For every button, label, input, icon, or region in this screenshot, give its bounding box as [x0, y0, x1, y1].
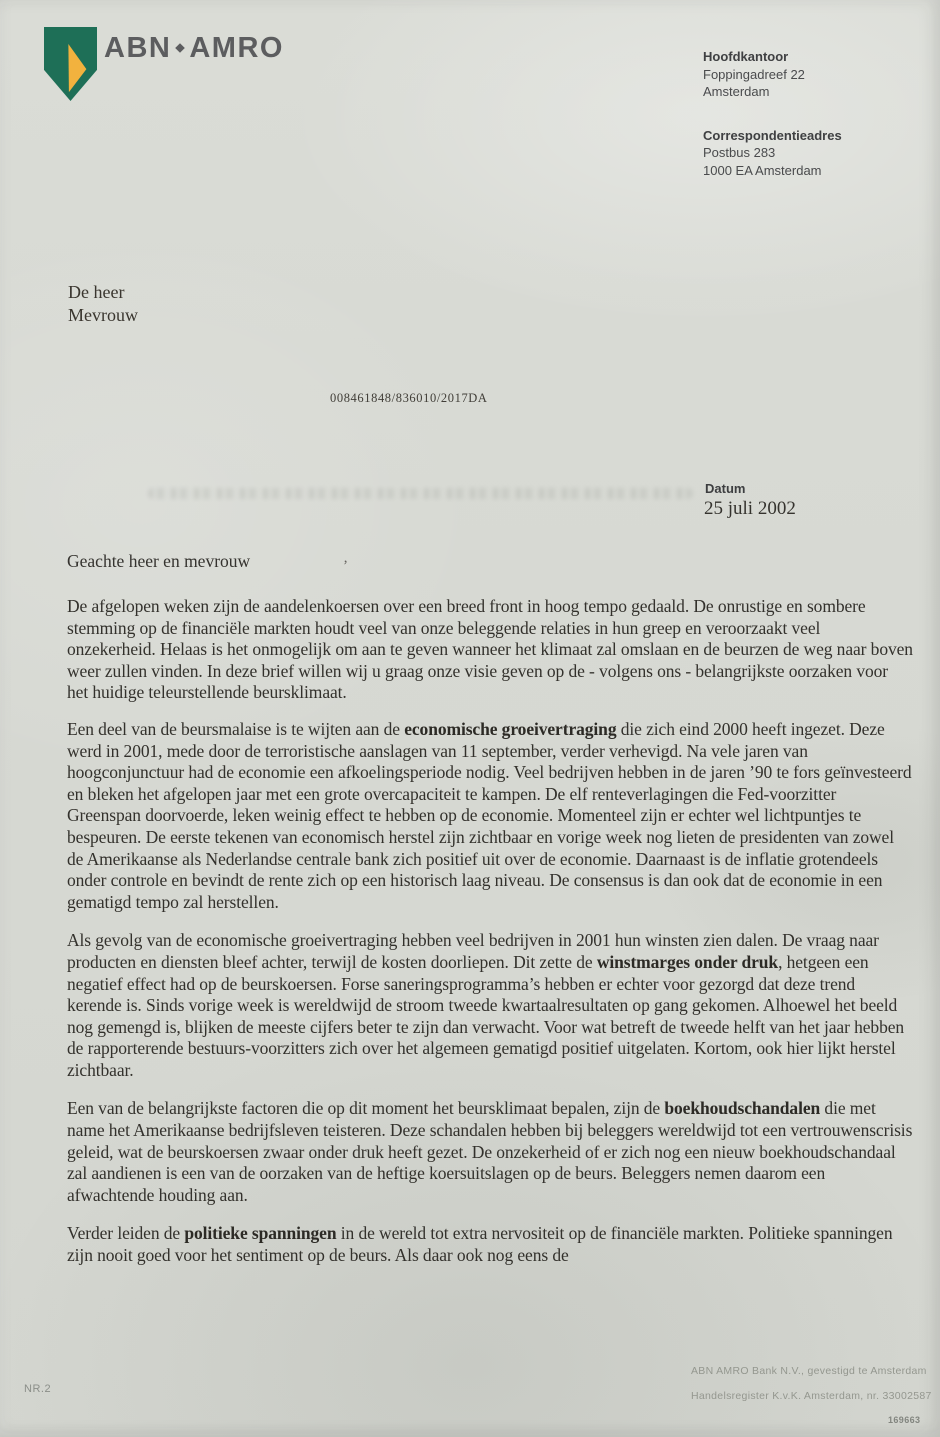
- paragraph-1-text: De afgelopen weken zijn de aandelenkoersen over een breed front in hoog tempo gedaald. De onrustige en sombere stemming op de financiële markten houdt veel van onze beleggende relaties in hun greep en veroorzaakt veel onzekerheid. Helaas is het onmogelijk om aan te geven wanneer het klimaat zal omslaan en de beurzen de weg naar boven weer zullen vinden. In deze brief willen wij u graag onze visie geven op de - volgens ons - belangrijkste oorzaken voor het huidige teleurstellende beursklimaat.: [67, 596, 913, 703]
- paragraph-4-post: die met name het Amerikaanse bedrijfsleven teisteren. Deze schandalen hebben bij beleggers wereldwijd tot een vertrouwenscrisis geleid, wat de beurskoersen zwaar onder druk heeft gezet. De onzekerheid of er zich nog een nieuw boekhoudschandaal zal aandienen is een van de oorzaken van de heftige koersuitslagen op de beurs. Beleggers nemen daarom een afwachtende houding aan.: [67, 1098, 913, 1205]
- paragraph-3-post: , hetgeen een negatief effect had op de beurskoersen. Forse saneringsprogramma’s hebben er echter voor gezorgd dat deze trend kerende is. Sinds vorige week is wereldwijd de stroom tweede kwartaalresultaten op gang gekomen. Alhoewel het beeld nog gemengd is, blijken de meeste cijfers beter te zijn dan verwacht. Voor wat betreft de tweede helft van het jaar hebben de rapporterende bestuurs-voorzitters zich over het algemeen gematigd positief uitgelaten. Kortom, ook hier lijkt herstel zichtbaar.: [67, 951, 905, 1080]
- stray-mark-artifact: ’: [343, 558, 348, 574]
- paragraph-5-post: in de wereld tot extra nervositeit op de financiële markten. Politieke spanningen zijn nooit goed voor het sentiment op de beurs. Als daar ook nog eens de: [67, 1223, 893, 1266]
- date-value: 25 juli 2002: [704, 498, 796, 519]
- footer-legal: [691, 1359, 932, 1408]
- brand-left: ABN: [104, 32, 172, 64]
- recipient-line-2: Mevrouw: [68, 304, 138, 325]
- paragraph-3-pre: Als gevolg van de economische groeivertraging hebben veel bedrijven in 2001 hun winsten zien dalen. De vraag naar producten en diensten bleef achter, terwijl de kosten doorliepen. Dit zette de: [67, 930, 879, 972]
- paragraph-2-pre: Een deel van de beursmalaise is te wijten aan de: [67, 718, 405, 739]
- abn-amro-shield-icon: [44, 27, 97, 101]
- paragraph-1: [67, 596, 913, 704]
- recipient-block: [68, 281, 138, 326]
- abn-amro-logo: [44, 27, 284, 101]
- head-office-city: Amsterdam: [703, 84, 770, 99]
- paragraph-4-bold: boekhoudschandalen: [664, 1098, 821, 1119]
- brand-right: AMRO: [189, 32, 284, 64]
- head-office-street: Foppingadreef 22: [703, 66, 805, 82]
- footer-doc-code: 169663: [888, 1415, 921, 1425]
- paragraph-3-bold: winstmarges onder druk: [596, 951, 779, 972]
- letter-body: [67, 596, 913, 1282]
- scan-artifact-ghost-text: [148, 488, 693, 499]
- paragraph-4: [67, 1098, 913, 1206]
- correspondence-block: [703, 127, 842, 180]
- paragraph-4-pre: Een van de belangrijkste factoren die op dit moment het beursklimaat bepalen, zijn de: [67, 1098, 665, 1119]
- letterhead-address-column: [703, 48, 842, 179]
- correspondence-city: 1000 EA Amsterdam: [703, 162, 822, 178]
- salutation: Geachte heer en mevrouw: [67, 551, 251, 571]
- footer-legal-line-2: Handelsregister K.v.K. Amsterdam, nr. 33002587: [691, 1389, 932, 1402]
- footer-legal-line-1: ABN AMRO Bank N.V., gevestigd te Amsterdam: [691, 1365, 927, 1377]
- brand-wordmark: [104, 32, 284, 65]
- paragraph-2: [67, 719, 913, 913]
- paragraph-5-pre: Verder leiden de: [67, 1223, 185, 1244]
- paragraph-3: [67, 930, 913, 1081]
- correspondence-postbus: Postbus 283: [703, 145, 776, 160]
- head-office-block: [703, 48, 842, 101]
- footer-page-code: NR.2: [24, 1383, 52, 1395]
- paragraph-5-bold: politieke spanningen: [184, 1223, 337, 1244]
- date-label: Datum: [705, 481, 746, 496]
- correspondence-label: Correspondentieadres: [703, 127, 842, 143]
- paragraph-2-bold: economische groeivertraging: [404, 718, 617, 739]
- head-office-label: Hoofdkantoor: [703, 49, 789, 64]
- paragraph-5: [67, 1223, 913, 1266]
- reference-number: 008461848/836010/2017DA: [330, 391, 488, 405]
- paragraph-2-post: die zich eind 2000 heeft ingezet. Deze werd in 2001, mede door de terroristische aanslagen van 11 september, verder verhevigd. Na vele jaren van hoogconjunctuur had de economie een afkoelingsperiode nodig. Veel bedrijven hebben in de jaren ’90 te fors geïnvesteerd en bleken het afgelopen jaar met een grote overcapaciteit te kampen. De elf renteverlagingen die Fed-voorzitter Greenspan doorvoerde, leken weinig effect te hebben op de economie. Momenteel zijn er echter wel lichtpuntjes te bespeuren. De eerste tekenen van economisch herstel zijn zichtbaar en vorige week nog lieten de presidenten van zowel de Amerikaanse als Nederlandse centrale bank zich positief uit over de economie. Daarnaast is de inflatie grotendeels onder controle en bevindt de rente zich op een historisch laag niveau. De consensus is dan ook dat de economie in een gematigd tempo zal herstellen.: [67, 718, 912, 912]
- diamond-separator-icon: [176, 44, 186, 54]
- recipient-line-1: De heer: [68, 282, 125, 302]
